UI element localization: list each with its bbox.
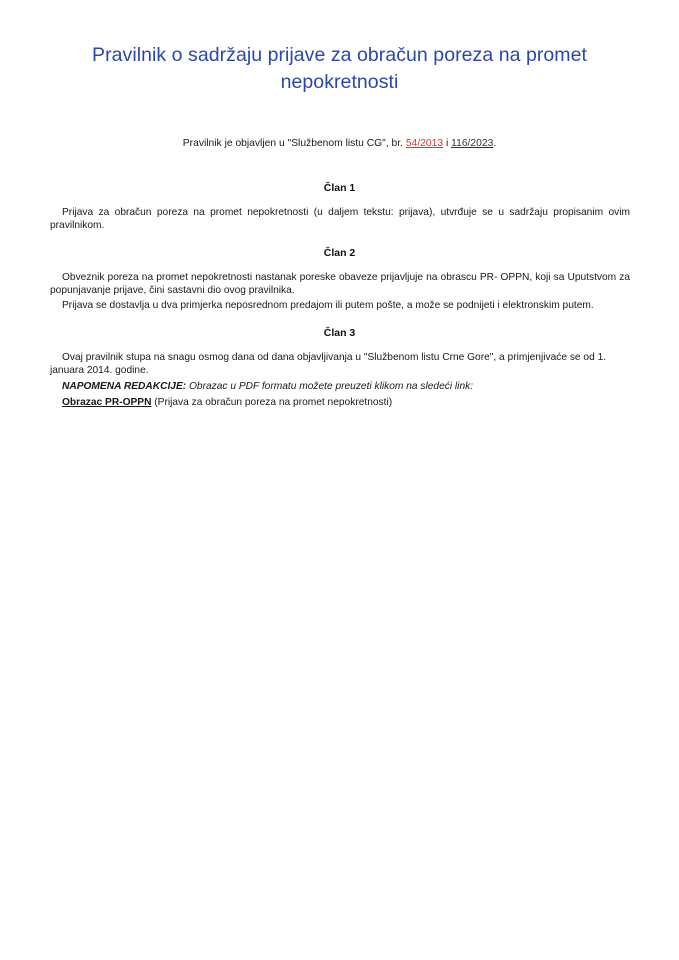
article-1-paragraph-1 <box>50 206 630 232</box>
article-1-paragraph-1-text: Prijava za obračun poreza na promet nepokretnosti (u daljem tekstu: prijava), utvrđuje se u sadržaju propisanim ovim pravilnikom. <box>50 207 630 231</box>
editorial-note <box>50 380 630 393</box>
publication-prefix: Pravilnik je objavljen u "Službenom listu CG", br. <box>182 138 406 149</box>
publication-info <box>0 137 679 151</box>
publication-separator: i <box>443 138 452 149</box>
form-link-description: (Prijava za obračun poreza na promet nepokretnosti) <box>151 397 393 408</box>
article-3-paragraph-1 <box>50 351 630 377</box>
editorial-note-label: NAPOMENA REDAKCIJE: <box>62 381 187 392</box>
document-title: Pravilnik o sadržaju prijave za obračun poreza na promet nepokretnosti <box>92 44 587 93</box>
article-2-paragraph-2-text: Prijava se dostavlja u dva primjerka neposrednom predajom ili putem pošte, a može se podnijeti i elektronskim putem. <box>62 300 594 311</box>
gazette-link-54-2013[interactable]: 54/2013 <box>405 138 444 149</box>
article-2-paragraph-1-text: Obveznik poreza na promet nepokretnosti nastanak poreske obaveze prijavljuje na obrascu PR- OPPN, koji sa Uputstvom za popunjavanje prijave, čini sastavni dio ovog pravilnika. <box>50 272 630 296</box>
form-download-line <box>50 396 630 409</box>
publication-suffix: . <box>493 138 497 149</box>
form-pr-oppn-link[interactable]: Obrazac PR-OPPN <box>62 397 152 408</box>
article-3-heading: Član 3 <box>323 327 356 339</box>
article-1-heading: Član 1 <box>323 182 356 194</box>
article-2-paragraph-2 <box>50 299 630 312</box>
gazette-link-116-2023[interactable]: 116/2023 <box>451 138 494 149</box>
article-2-paragraph-1 <box>50 271 630 297</box>
article-2-heading: Član 2 <box>323 247 356 259</box>
article-3-paragraph-1-text: Ovaj pravilnik stupa na snagu osmog dana od dana objavljivanja u "Službenom listu Crne Gore", a primjenjivaće se od 1. januara 2014. godine. <box>50 352 607 376</box>
editorial-note-text: Obrazac u PDF formatu možete preuzeti klikom na sledeći link: <box>186 381 474 392</box>
